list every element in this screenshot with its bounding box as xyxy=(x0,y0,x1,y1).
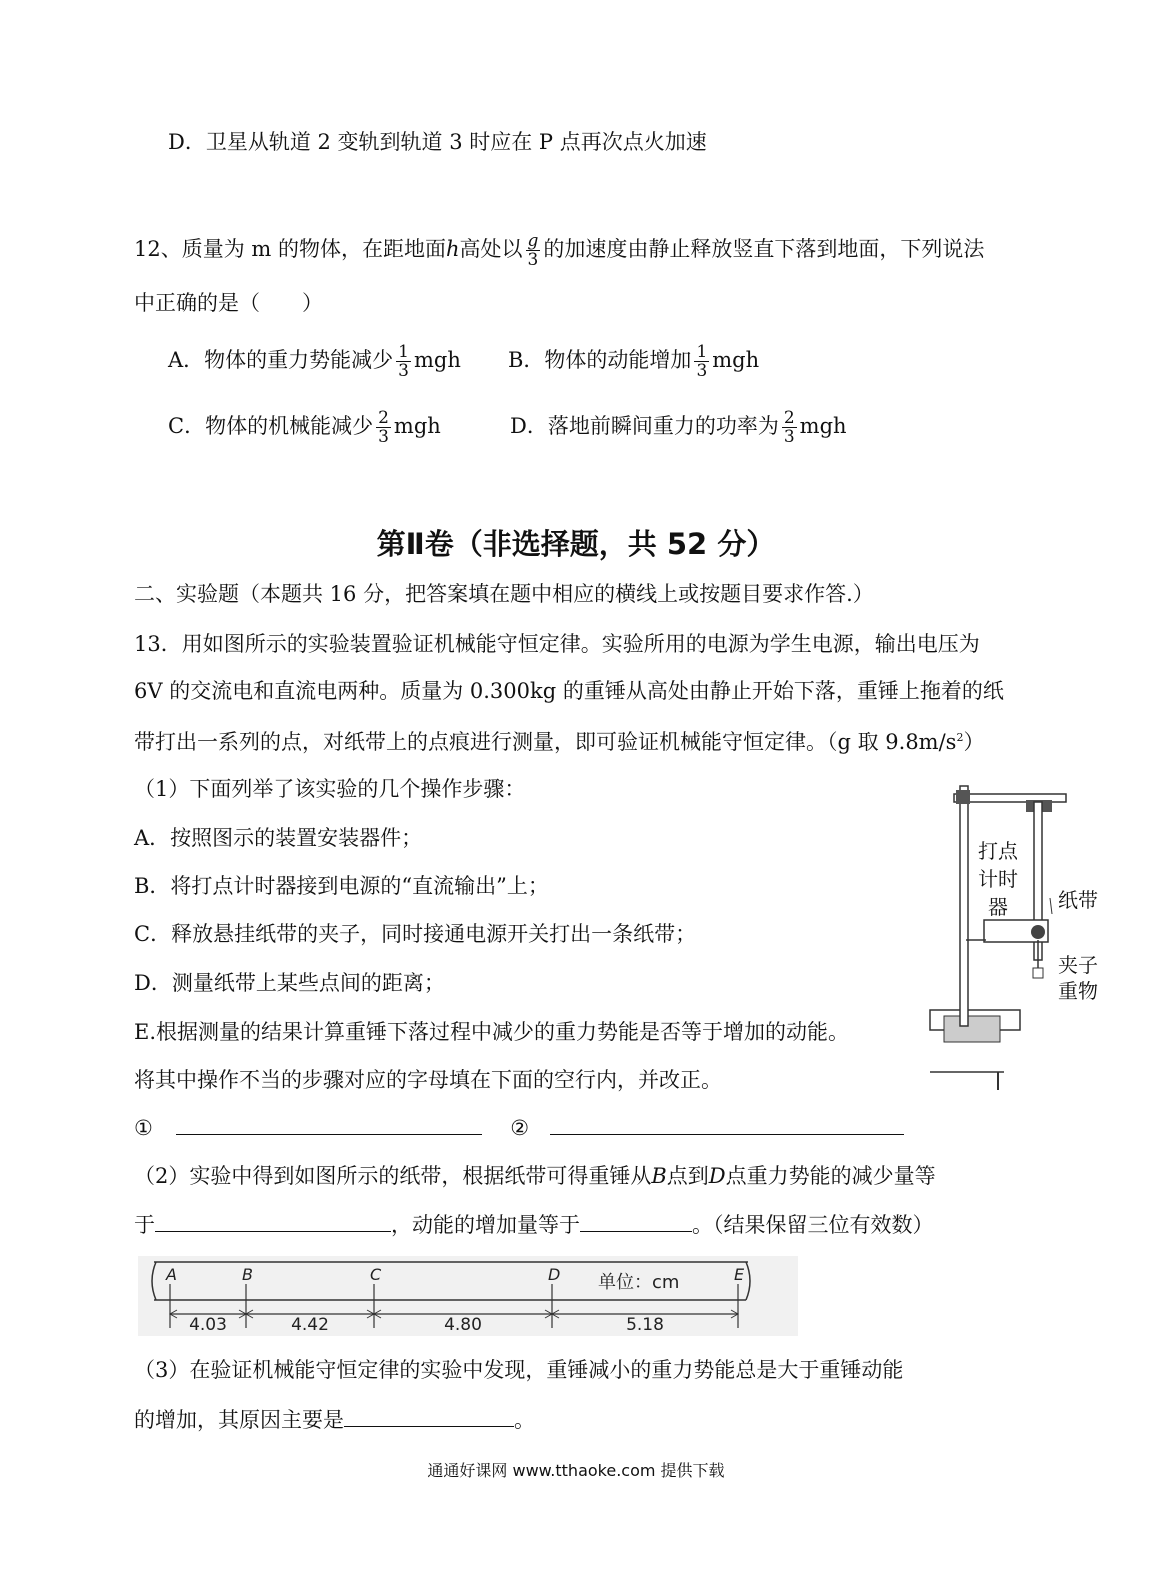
fraction-numerator: 2 xyxy=(783,408,795,428)
tape-distance-label: 4.80 xyxy=(444,1315,482,1335)
part2-line2-a: 于 xyxy=(134,1213,155,1237)
tape-point-label: C xyxy=(370,1265,382,1284)
part2-text-a: （2）实验中得到如图所示的纸带，根据纸带可得重锤从 xyxy=(134,1164,652,1188)
q13-part2-line2 xyxy=(134,1211,934,1239)
q13-answer-blanks xyxy=(134,1114,904,1142)
label-tape: 纸带 xyxy=(1058,888,1098,912)
q13-line3-end: ） xyxy=(963,730,985,754)
option-unit: mgh xyxy=(712,348,760,372)
paper-tape-figure xyxy=(138,1256,798,1336)
q12-stem-a: 12、质量为 m 的物体，在距地面 xyxy=(134,237,446,261)
q13-step-a: A．按照图示的装置安装器件； xyxy=(134,826,423,850)
part3-text-b: 。 xyxy=(514,1408,535,1432)
fraction-denominator: 3 xyxy=(398,361,409,381)
q12-option-a xyxy=(168,343,461,380)
label-weight: 重物 xyxy=(1058,979,1098,1003)
tape-point-label: A xyxy=(166,1265,177,1284)
answer-blank-2[interactable] xyxy=(550,1116,904,1135)
point-b-label: B xyxy=(651,1164,667,1188)
part2-line2-d: ） xyxy=(912,1213,934,1237)
answer-blank-kinetic-gain[interactable] xyxy=(580,1213,692,1232)
answer-blank-energy-loss[interactable] xyxy=(155,1213,391,1232)
q13-line3-text: 带打出一系列的点，对纸带上的点痕进行测量，即可验证机械能守恒定律。（g 取 9.8m/s xyxy=(134,730,957,754)
option-fraction xyxy=(396,343,411,380)
label-timer-3: 器 xyxy=(988,895,1008,919)
base-block xyxy=(944,1016,1000,1042)
option-text: B．物体的动能增加 xyxy=(508,348,692,372)
fraction-numerator: 1 xyxy=(696,342,708,362)
tape-unit-label: 单位：cm xyxy=(598,1272,680,1293)
fraction-numerator: 2 xyxy=(378,408,389,428)
part2-text-b: 点到 xyxy=(666,1164,709,1188)
tape-point-label: E xyxy=(734,1265,745,1284)
section-title: 第Ⅱ卷（非选择题，共 52 分） xyxy=(376,527,776,561)
q12-option-b xyxy=(508,343,759,380)
q13-part1-intro: （1）下面列举了该实验的几个操作步骤： xyxy=(134,777,526,801)
option-text: C．物体的机械能减少 xyxy=(168,414,374,438)
label-timer-1: 打点 xyxy=(978,839,1018,863)
section-heading: 二、实验题（本题共 16 分，把答案填在题中相应的横线上或按题目要求作答.） xyxy=(134,582,874,606)
tape-point-label: B xyxy=(242,1265,253,1284)
option-unit: mgh xyxy=(393,414,441,438)
q12-option-c xyxy=(168,409,441,446)
option-fraction xyxy=(376,409,391,446)
option-fraction xyxy=(694,343,709,380)
q13-part3-line2 xyxy=(134,1406,535,1434)
part3-text-a: 的增加，其原因主要是 xyxy=(134,1408,344,1432)
q13-step-e: E.根据测量的结果计算重锤下落过程中减少的重力势能是否等于增加的动能。 xyxy=(134,1020,850,1044)
stand-rod xyxy=(960,786,968,1026)
tape-distance-label: 4.42 xyxy=(291,1315,329,1335)
q13-step-b: B．将打点计时器接到电源的“直流输出”上； xyxy=(134,874,549,898)
option-text: D．落地前瞬间重力的功率为 xyxy=(510,414,779,438)
q13-part1-task: 将其中操作不当的步骤对应的字母填在下面的空行内，并改正。 xyxy=(134,1068,722,1092)
weight xyxy=(1033,968,1043,978)
part2-text-c: 点重力势能的减少量等 xyxy=(725,1164,936,1188)
fraction-denominator: 3 xyxy=(378,427,389,447)
blank2-mark: ② xyxy=(510,1116,530,1140)
point-d-label: D xyxy=(708,1164,726,1188)
answer-blank-1[interactable] xyxy=(176,1116,482,1135)
q12-stem-line2: 中正确的是（ ） xyxy=(134,291,323,315)
fraction-denominator: 3 xyxy=(783,427,795,447)
q12-stem-c: 的加速度由静止释放竖直下落到地面，下列说法 xyxy=(543,237,985,261)
q13-line1: 13．用如图所示的实验装置验证机械能守恒定律。实验所用的电源为学生电源，输出电压为 xyxy=(134,632,980,656)
option-unit: mgh xyxy=(414,348,461,372)
q12-stem-line1 xyxy=(134,232,984,269)
footer-credit: 通通好课网 www.tthaoke.com 提供下载 xyxy=(427,1461,725,1480)
fraction-denominator: 3 xyxy=(696,361,708,381)
answer-blank-reason[interactable] xyxy=(344,1408,514,1427)
option-fraction xyxy=(782,409,797,446)
q12-stem-h: h xyxy=(445,237,460,261)
q13-step-d: D．测量纸带上某些点间的距离； xyxy=(134,971,445,995)
part2-line2-c: 。（结果保留三位有效数 xyxy=(692,1213,913,1237)
q13-part2-line1 xyxy=(134,1162,936,1190)
tape-pointer xyxy=(1050,898,1052,914)
fraction-denominator: 3 xyxy=(527,250,539,270)
q12-stem-fraction xyxy=(526,232,541,269)
clamp-left xyxy=(956,790,970,804)
tape-point-label: D xyxy=(548,1265,561,1284)
q12-option-d xyxy=(510,409,847,446)
tape-distance-label: 5.18 xyxy=(626,1315,664,1335)
apparatus-illustration xyxy=(922,772,1122,1092)
superscript: 2 xyxy=(956,731,964,744)
label-clip: 夹子 xyxy=(1058,953,1098,977)
fraction-numerator: g xyxy=(527,231,539,251)
part2-line2-b: ，动能的增加量等于 xyxy=(391,1213,580,1237)
q12-stem-b: 高处以 xyxy=(459,237,523,261)
tape-distance-label: 4.03 xyxy=(189,1315,227,1335)
q13-line3 xyxy=(134,724,984,756)
blank1-mark: ① xyxy=(134,1116,153,1140)
q13-step-c: C．释放悬挂纸带的夹子，同时接通电源开关打出一条纸带； xyxy=(134,922,697,946)
q11-option-d: D．卫星从轨道 2 变轨到轨道 3 时应在 P 点再次点火加速 xyxy=(168,130,707,154)
timer-head xyxy=(1031,925,1045,939)
option-text: A．物体的重力势能减少 xyxy=(168,348,394,372)
option-unit: mgh xyxy=(799,414,847,438)
fraction-numerator: 1 xyxy=(398,342,409,362)
q13-part3-line1: （3）在验证机械能守恒定律的实验中发现，重锤减小的重力势能总是大于重锤动能 xyxy=(134,1358,904,1382)
label-timer-2: 计时 xyxy=(978,867,1018,891)
q13-line2: 6V 的交流电和直流电两种。质量为 0.300kg 的重锤从高处由静止开始下落，重锤上拖着的纸 xyxy=(134,679,1004,703)
